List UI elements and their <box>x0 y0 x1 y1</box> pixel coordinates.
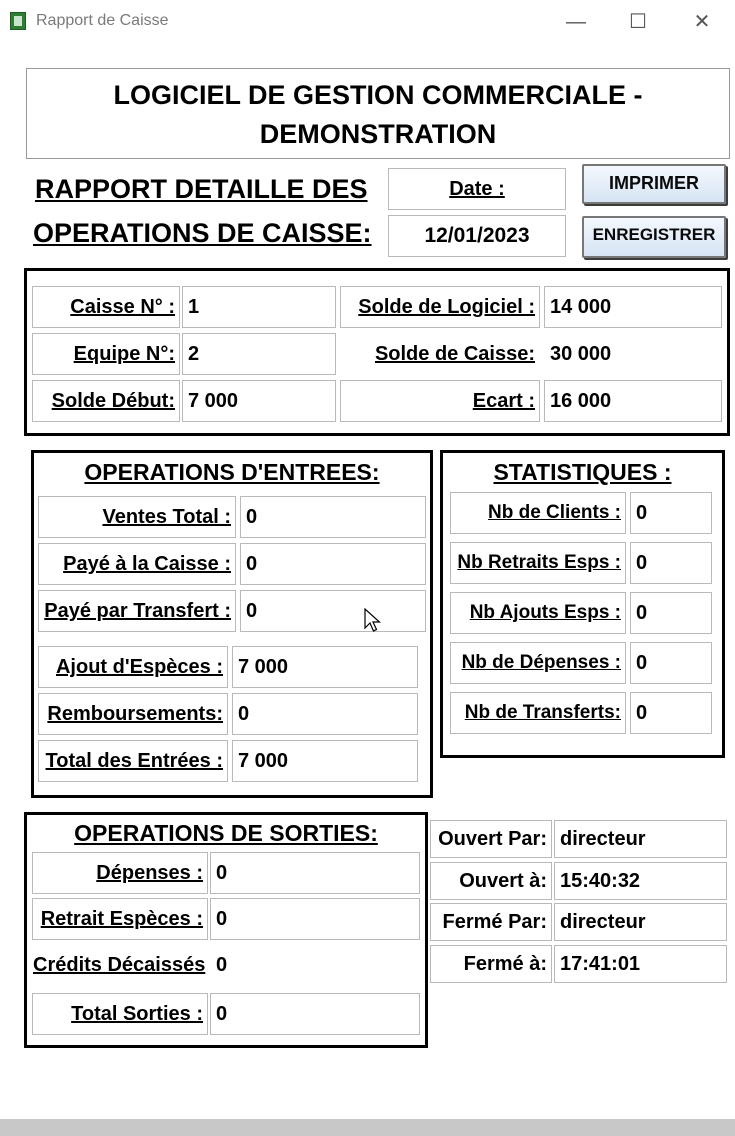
ouvert-par-label: Ouvert Par: <box>430 820 552 858</box>
retrait-especes-value: 0 <box>210 898 420 940</box>
header-line-1: LOGICIEL DE GESTION COMMERCIALE - <box>113 80 643 110</box>
total-sorties-label: Total Sorties : <box>32 993 208 1035</box>
caisse-value: 1 <box>182 286 336 328</box>
minimize-button[interactable]: — <box>566 11 586 33</box>
entrees-title: OPERATIONS D'ENTREES: <box>84 459 380 485</box>
nb-depenses-label: Nb de Dépenses : <box>450 642 626 684</box>
ouvert-a-label: Ouvert à: <box>430 862 552 900</box>
solde-caisse-label: Solde de Caisse: <box>374 343 535 365</box>
header-line-2: DEMONSTRATION <box>259 119 497 149</box>
nb-clients-value: 0 <box>630 492 712 534</box>
ajout-especes-label: Ajout d'Espèces : <box>38 646 228 688</box>
total-entrees-label: Total des Entrées : <box>38 740 228 782</box>
ouvert-a-value: 15:40:32 <box>554 862 727 900</box>
ventes-total-label: Ventes Total : <box>38 496 236 538</box>
equipe-value: 2 <box>182 333 336 375</box>
paye-caisse-value: 0 <box>240 543 426 585</box>
close-button[interactable]: ✕ <box>693 11 711 33</box>
ecart-value: 16 000 <box>544 380 722 422</box>
paye-transfert-value: 0 <box>240 590 426 632</box>
nb-ajouts-label: Nb Ajouts Esps : <box>450 592 626 634</box>
date-value: 12/01/2023 <box>388 215 566 257</box>
ajout-especes-value: 7 000 <box>232 646 418 688</box>
nb-transferts-label: Nb de Transferts: <box>450 692 626 734</box>
ouvert-par-value: directeur <box>554 820 727 858</box>
nb-transferts-value: 0 <box>630 692 712 734</box>
equipe-label: Equipe N°: <box>32 333 180 375</box>
nb-retraits-label: Nb Retraits Esps : <box>450 542 626 584</box>
print-button[interactable]: IMPRIMER <box>582 164 726 204</box>
retrait-especes-label: Retrait Espèces : <box>32 898 208 940</box>
save-button[interactable]: ENREGISTRER <box>582 216 726 258</box>
ecart-label: Ecart : <box>340 380 540 422</box>
date-label: Date : <box>388 168 566 210</box>
maximize-button[interactable]: ☐ <box>629 11 647 33</box>
window-title: Rapport de Caisse <box>36 12 169 29</box>
sorties-title: OPERATIONS DE SORTIES: <box>74 820 378 846</box>
ferme-a-label: Fermé à: <box>430 945 552 983</box>
paye-caisse-label: Payé à la Caisse : <box>38 543 236 585</box>
nb-clients-label: Nb de Clients : <box>450 492 626 534</box>
solde-logiciel-value: 14 000 <box>544 286 722 328</box>
report-title-line-1: RAPPORT DETAILLE DES <box>35 174 368 204</box>
ventes-total-value: 0 <box>240 496 426 538</box>
total-entrees-value: 7 000 <box>232 740 418 782</box>
caisse-label: Caisse N° : <box>32 286 180 328</box>
statistiques-title: STATISTIQUES : <box>493 459 672 485</box>
nb-ajouts-value: 0 <box>630 592 712 634</box>
depenses-label: Dépenses : <box>32 852 208 894</box>
solde-debut-label: Solde Début: <box>32 380 180 422</box>
ferme-a-value: 17:41:01 <box>554 945 727 983</box>
app-icon <box>10 12 26 30</box>
paye-transfert-label: Payé par Transfert : <box>38 590 236 632</box>
total-sorties-value: 0 <box>210 993 420 1035</box>
report-title-line-2: OPERATIONS DE CAISSE: <box>33 218 372 248</box>
remboursements-label: Remboursements: <box>38 693 228 735</box>
ferme-par-label: Fermé Par: <box>430 903 552 941</box>
nb-depenses-value: 0 <box>630 642 712 684</box>
bottom-scrollbar[interactable] <box>0 1119 735 1136</box>
credits-decaisses-value: 0 <box>216 954 228 976</box>
app-header <box>26 76 730 154</box>
remboursements-value: 0 <box>232 693 418 735</box>
credits-decaisses-label: Crédits Décaissés <box>33 954 206 976</box>
solde-logiciel-label: Solde de Logiciel : <box>340 286 540 328</box>
ferme-par-value: directeur <box>554 903 727 941</box>
solde-caisse-value: 30 000 <box>550 343 612 365</box>
depenses-value: 0 <box>210 852 420 894</box>
mouse-cursor-icon <box>364 608 382 634</box>
nb-retraits-value: 0 <box>630 542 712 584</box>
solde-debut-value: 7 000 <box>182 380 336 422</box>
